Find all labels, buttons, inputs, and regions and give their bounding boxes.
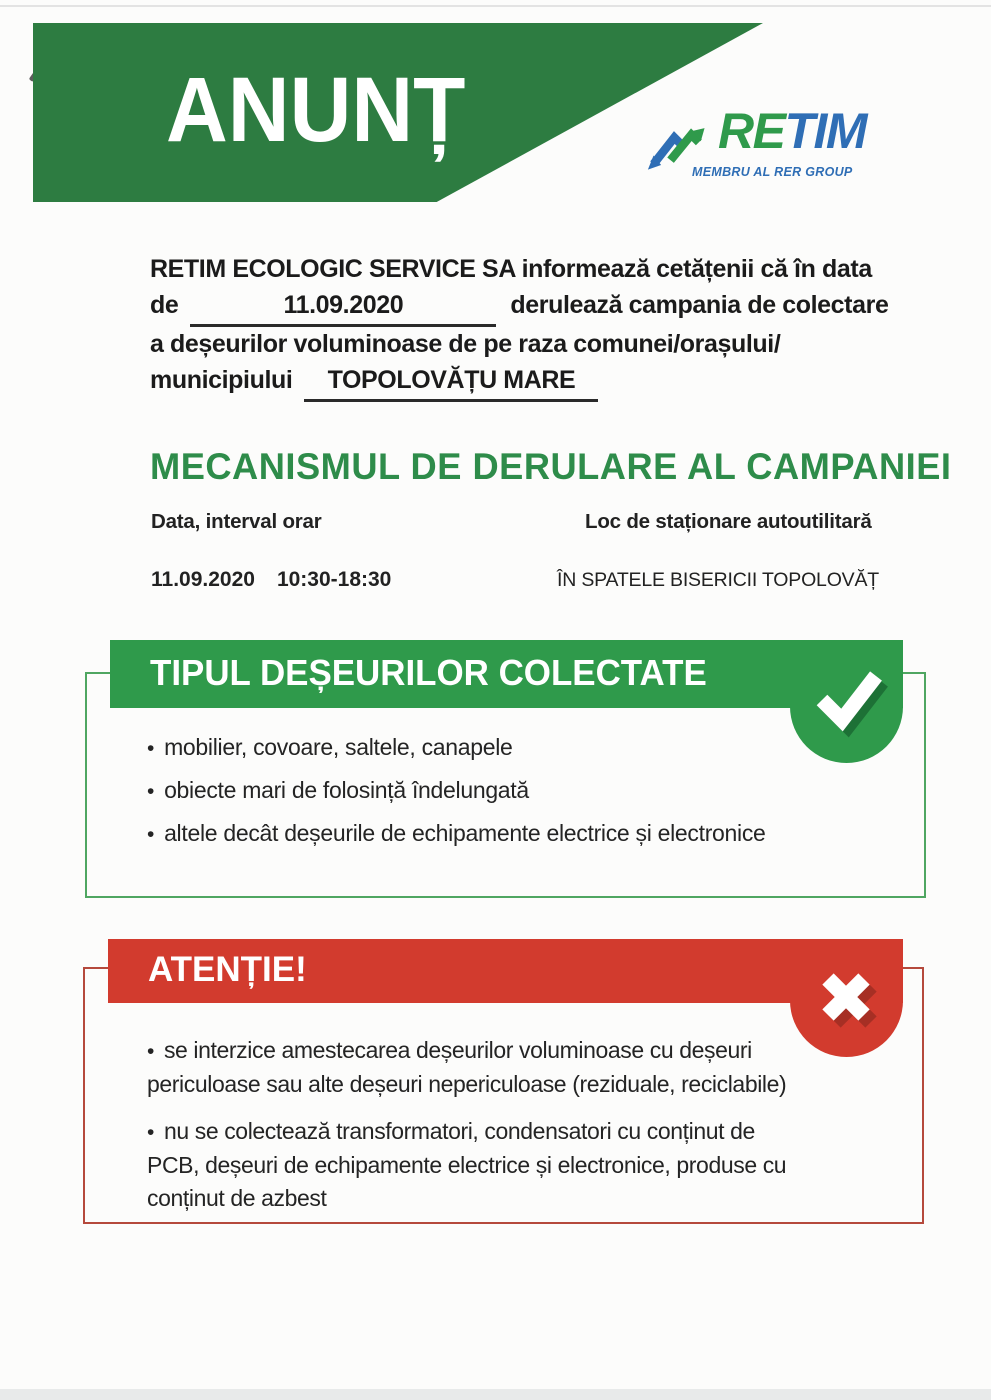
logo-word-re: RE — [718, 103, 785, 159]
schedule-time: 10:30-18:30 — [276, 568, 392, 591]
intro-line-4-prefix: municipiului — [150, 365, 293, 394]
attention-item-line: PCB, deșeuri de echipamente electrice și electronice, produse cu — [147, 1152, 787, 1178]
location-column-header: Loc de staționare autoutilitară — [585, 510, 872, 533]
intro-paragraph — [150, 252, 888, 402]
x-icon — [806, 957, 886, 1037]
attention-item-line: • nu se colectează transformatori, condensatori cu conținut de — [147, 1115, 786, 1149]
schedule-date: 11.09.2020 — [151, 568, 255, 591]
attention-title: ATENȚIE! — [148, 950, 307, 989]
intro-line-2-suffix: derulează campania de colectare — [510, 290, 889, 319]
attention-header-band — [108, 939, 903, 1003]
attention-item — [147, 1034, 786, 1101]
list-item: • altele decât deșeurile de echipamente electrice și electronice — [147, 819, 766, 849]
attention-list — [147, 1034, 786, 1229]
schedule-value — [151, 568, 391, 592]
attention-item — [147, 1115, 786, 1215]
schedule-column-header: Data, interval orar — [151, 510, 322, 533]
list-item: • obiecte mari de folosință îndelungată — [147, 776, 766, 806]
collected-waste-header-band — [110, 640, 903, 708]
location-value: ÎN SPATELE BISERICII TOPOLOVĂȚ — [557, 569, 879, 591]
list-item: • mobilier, covoare, saltele, canapele — [147, 733, 766, 763]
attention-item-line: periculoase sau alte deșeuri nepericuloase (reziduale, reciclabile) — [147, 1071, 787, 1097]
banner-title: ANUNȚ — [166, 59, 466, 161]
intro-line-2 — [150, 288, 888, 328]
collected-waste-title: TIPUL DEȘEURILOR COLECTATE — [150, 652, 707, 693]
date-fill-field: 11.09.2020 — [190, 288, 496, 328]
attention-item-line: • se interzice amestecarea deșeurilor voluminoase cu deșeuri — [147, 1034, 786, 1068]
checkmark-icon — [800, 654, 892, 746]
attention-item-line: conținut de azbest — [147, 1185, 327, 1211]
scan-artifact-bottom-strip — [0, 1389, 991, 1400]
scan-artifact-top-line — [0, 5, 991, 7]
logo-word-tim: TIM — [784, 103, 867, 159]
x-badge — [790, 939, 903, 1057]
intro-line-2-prefix: de — [150, 290, 179, 319]
intro-line-3: a deșeurilor voluminoase de pe raza comunei/orașului/ — [150, 330, 781, 358]
collected-waste-list — [147, 733, 766, 862]
intro-line-4 — [150, 363, 888, 403]
locality-fill-field: TOPOLOVĂȚU MARE — [304, 363, 598, 403]
logo-wordmark — [718, 104, 866, 159]
logo-tagline: MEMBRU AL RER GROUP — [692, 165, 853, 179]
campaign-mechanism-title: MECANISMUL DE DERULARE AL CAMPANIEI — [150, 446, 952, 487]
retim-logo — [646, 103, 886, 188]
intro-line-1: RETIM ECOLOGIC SERVICE SA informează cetățenii că în data — [150, 255, 872, 283]
checkmark-badge — [790, 640, 903, 763]
